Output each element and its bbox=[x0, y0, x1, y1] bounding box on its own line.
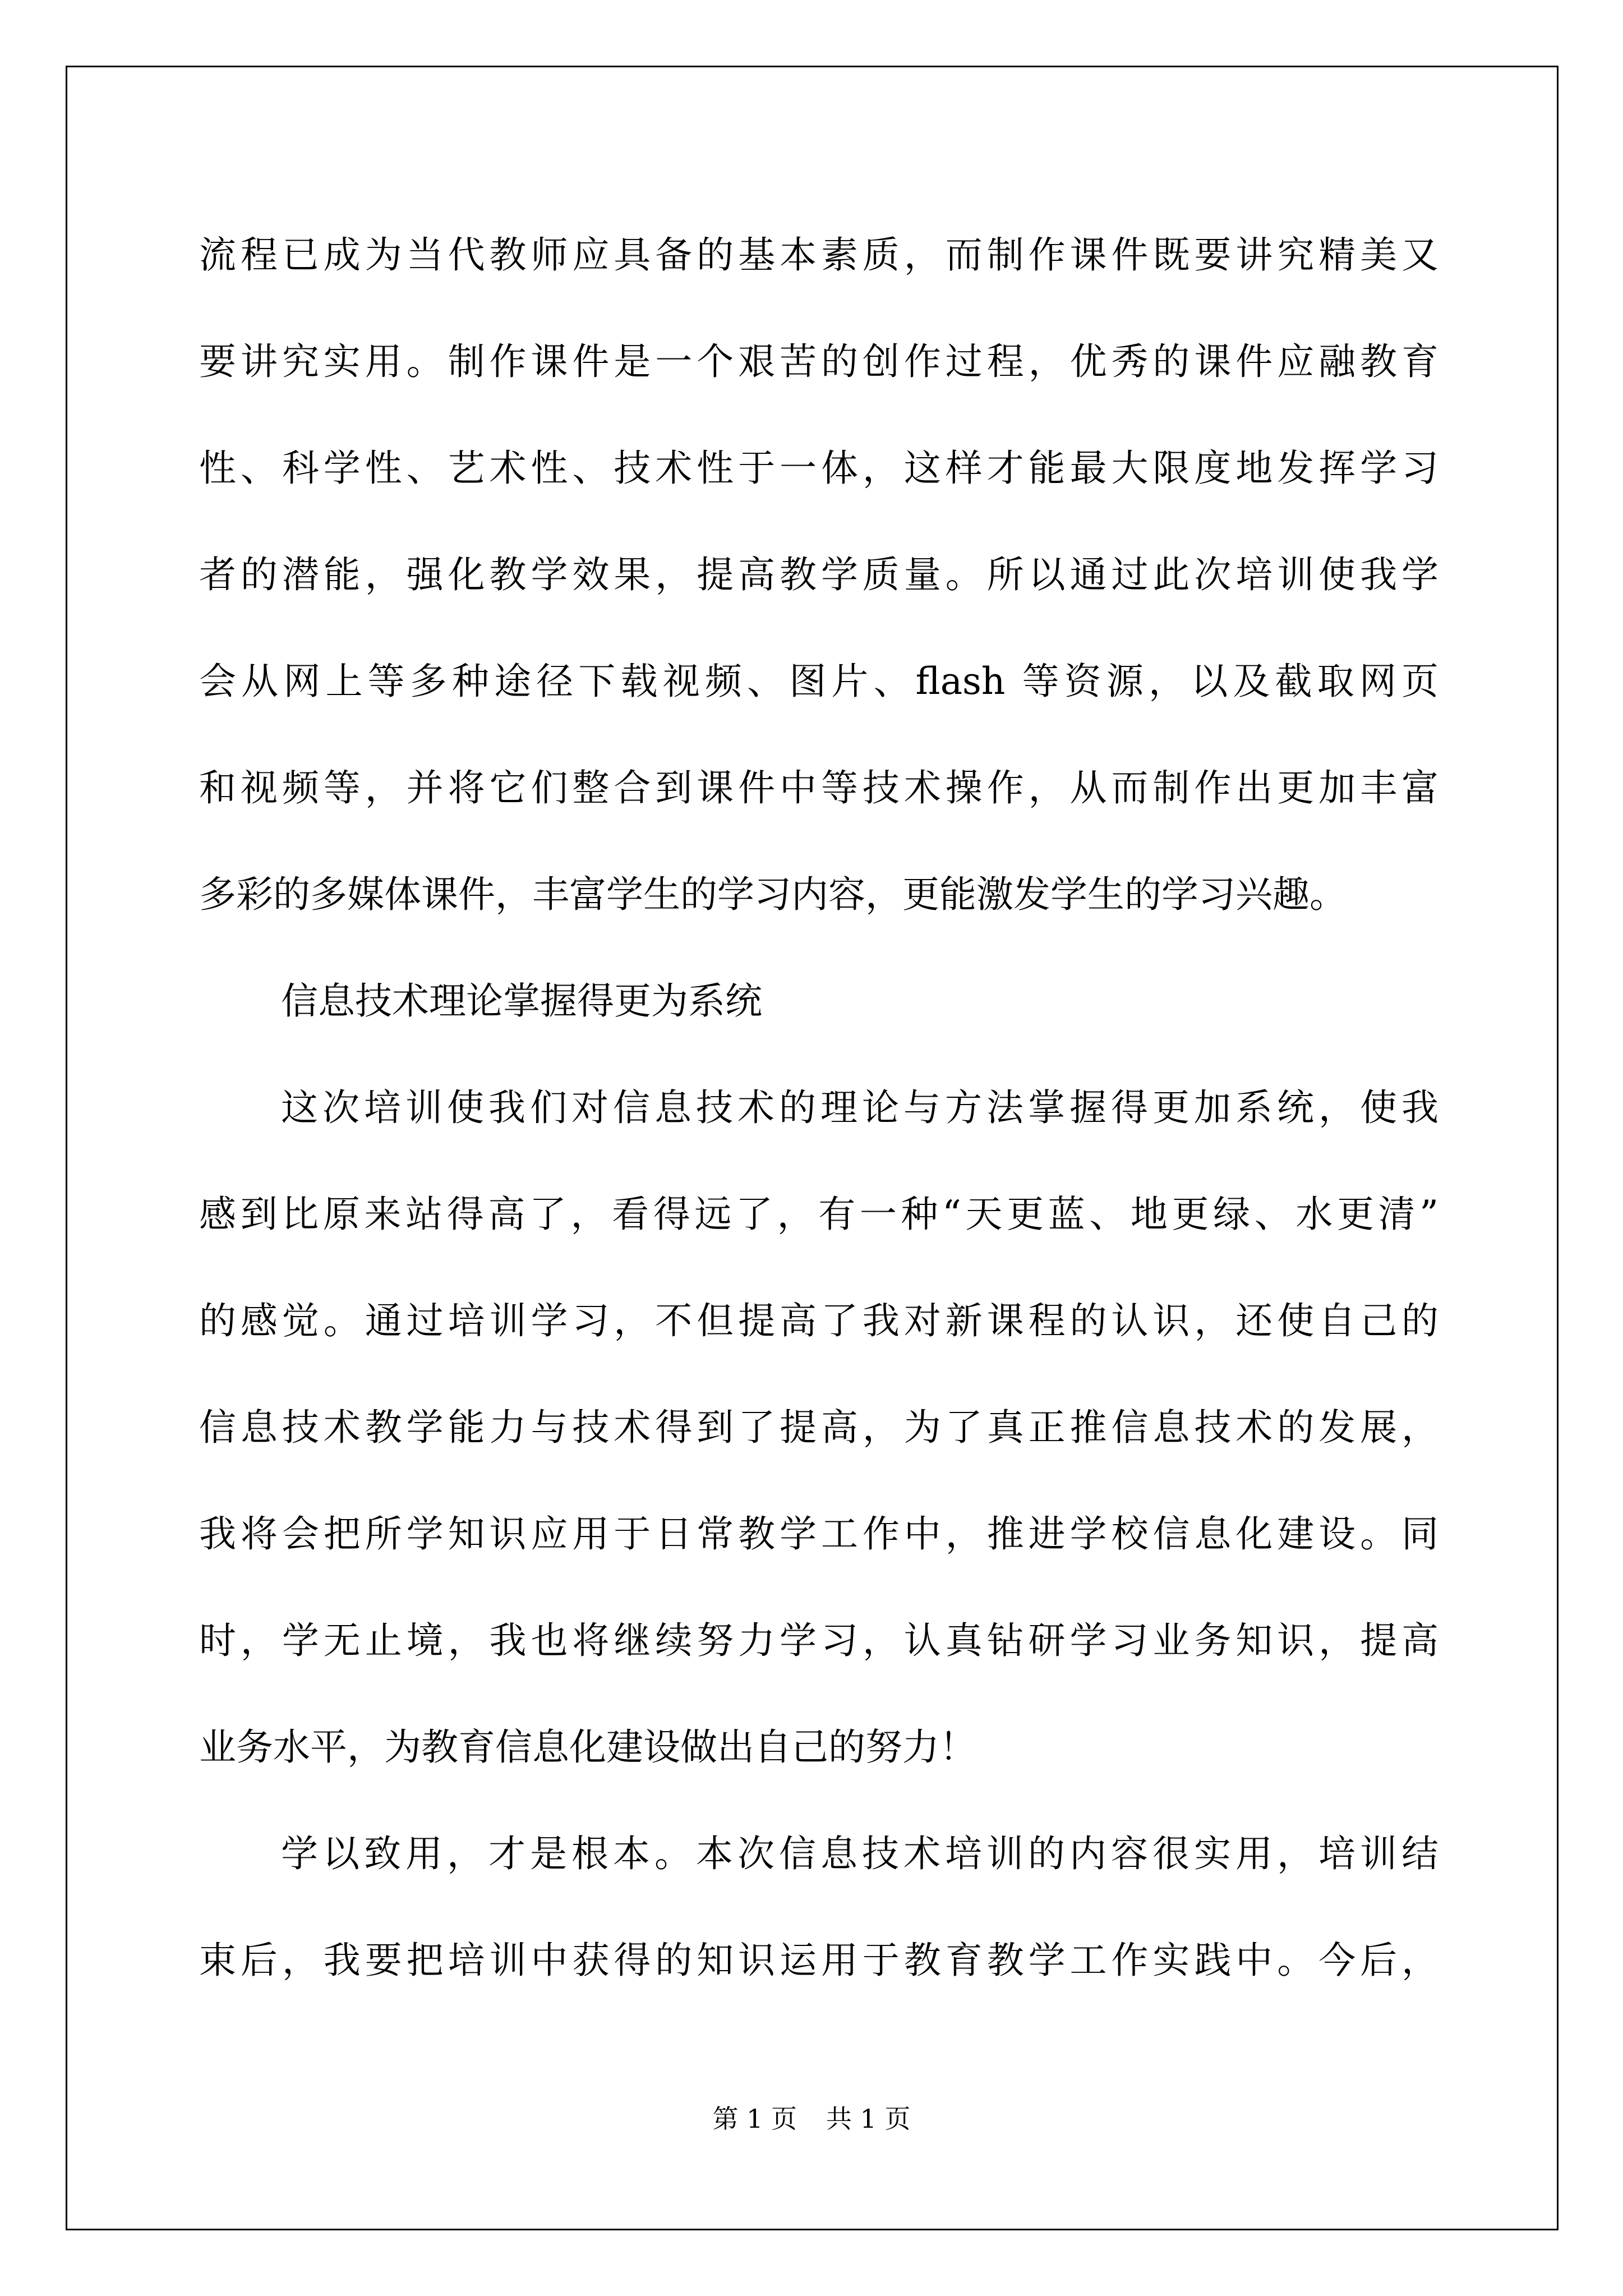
body-line: 多彩的多媒体课件，丰富学生的学习内容，更能激发学生的学习兴趣。 bbox=[199, 873, 1347, 916]
body-line: 者的潜能，强化教学效果，提高教学质量。所以通过此次培训使我学 bbox=[199, 553, 1438, 596]
page-footer bbox=[0, 2099, 1623, 2136]
body-line: 要讲究实用。制作课件是一个艰苦的创作过程，优秀的课件应融教育 bbox=[199, 340, 1438, 383]
body-line: 束后，我要把培训中获得的知识运用于教育教学工作实践中。今后， bbox=[199, 1939, 1438, 1982]
body-line: 流程已成为当代教师应具备的基本素质，而制作课件既要讲究精美又 bbox=[199, 233, 1438, 277]
body-line: 会从网上等多种途径下载视频、图片、flash 等资源，以及截取网页 bbox=[199, 660, 1438, 703]
section-heading: 信息技术理论掌握得更为系统 bbox=[281, 979, 762, 1023]
body-line: 我将会把所学知识应用于日常教学工作中，推进学校信息化建设。同 bbox=[199, 1512, 1438, 1556]
page-number-total: 共 1 页 bbox=[826, 2104, 911, 2134]
body-line: 业务水平，为教育信息化建设做出自己的努力！ bbox=[199, 1726, 976, 1769]
body-line: 学以致用，才是根本。本次信息技术培训的内容很实用，培训结 bbox=[281, 1832, 1438, 1875]
page-number-current: 第 1 页 bbox=[712, 2104, 797, 2134]
body-line: 感到比原来站得高了，看得远了，有一种“天更蓝、地更绿、水更清” bbox=[199, 1193, 1438, 1236]
document-body bbox=[199, 202, 1438, 2014]
body-line: 性、科学性、艺术性、技术性于一体，这样才能最大限度地发挥学习 bbox=[199, 447, 1438, 490]
body-line: 时，学无止境，我也将继续努力学习，认真钻研学习业务知识，提高 bbox=[199, 1619, 1438, 1662]
body-line: 信息技术教学能力与技术得到了提高，为了真正推信息技术的发展， bbox=[199, 1406, 1438, 1449]
body-line: 这次培训使我们对信息技术的理论与方法掌握得更加系统，使我 bbox=[281, 1086, 1438, 1129]
body-line: 和视频等，并将它们整合到课件中等技术操作，从而制作出更加丰富 bbox=[199, 766, 1438, 809]
body-line: 的感觉。通过培训学习，不但提高了我对新课程的认识，还使自己的 bbox=[199, 1299, 1438, 1342]
